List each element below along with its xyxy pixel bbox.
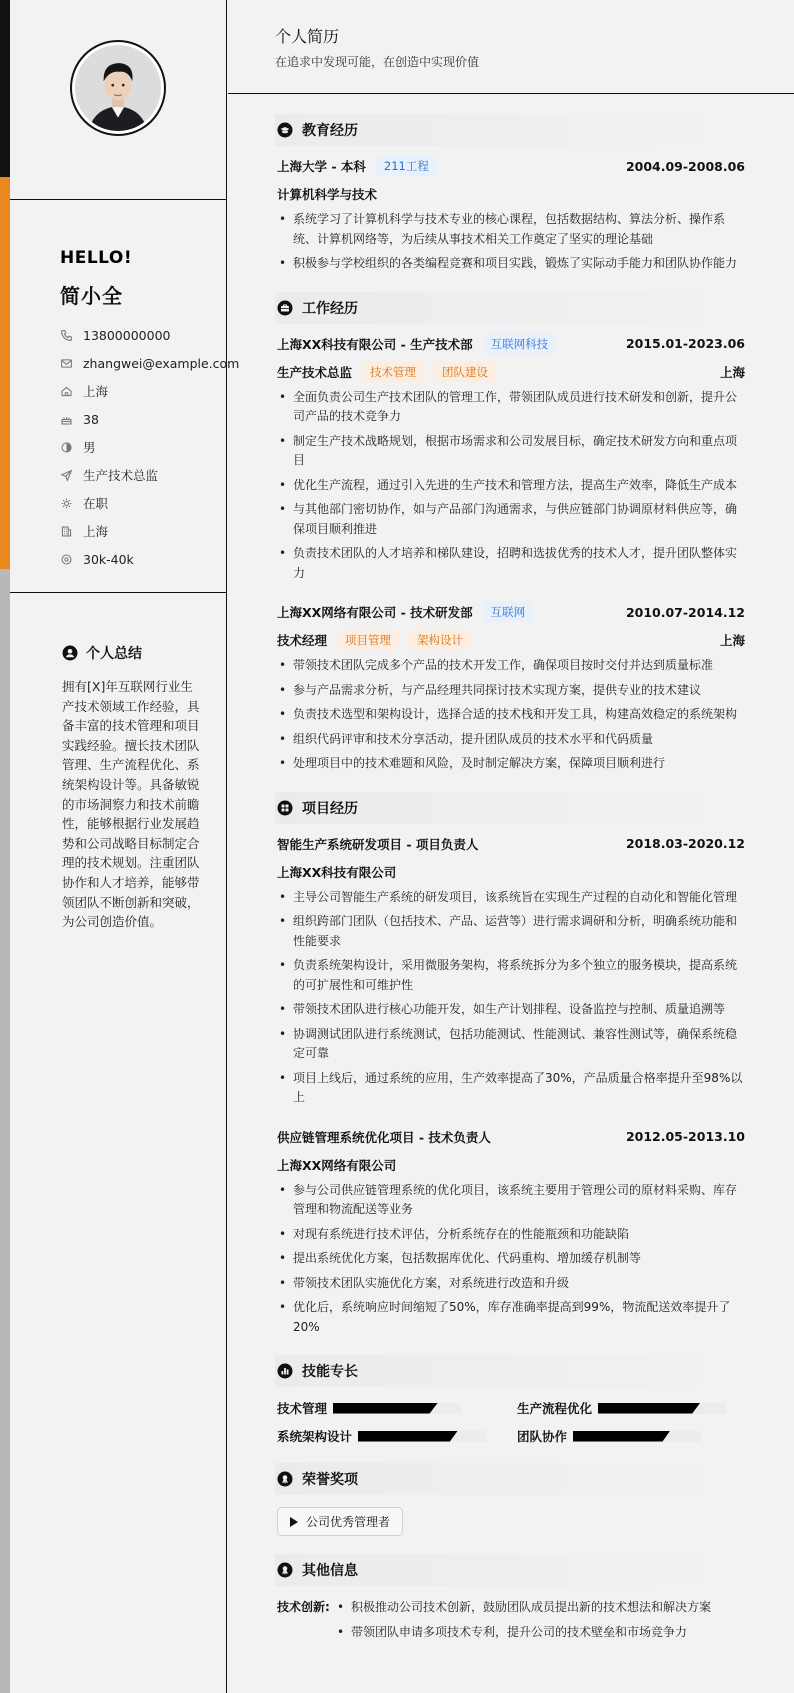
projects-section bbox=[277, 792, 745, 1338]
skill-tag: 项目管理 bbox=[337, 630, 399, 650]
edu-bullets bbox=[277, 210, 745, 274]
section-title: 其他信息 bbox=[302, 1563, 358, 1579]
edu-period: 2004.09-2008.06 bbox=[625, 158, 745, 174]
job-period: 2010.07-2014.12 bbox=[625, 604, 745, 620]
info-status bbox=[60, 489, 226, 517]
project-company: 上海XX科技有限公司 bbox=[277, 864, 397, 880]
skill-tag: 架构设计 bbox=[409, 630, 471, 650]
status-icon bbox=[60, 497, 73, 510]
building-icon bbox=[60, 525, 73, 538]
section-title: 荣誉奖项 bbox=[302, 1472, 358, 1488]
hello-heading: HELLO! bbox=[60, 248, 133, 268]
company-name: 上海XX网络有限公司 - 技术研发部 bbox=[277, 605, 473, 620]
job-position-row bbox=[277, 626, 745, 654]
project-bullets bbox=[277, 888, 745, 1108]
section-title: 工作经历 bbox=[302, 300, 358, 317]
list-item: • 组织跨部门团队（包括技术、产品、运营等）进行需求调研和分析，明确系统功能和性能要求 bbox=[277, 912, 745, 951]
info-text: 30k-40k bbox=[83, 551, 134, 567]
award-label: 公司优秀管理者 bbox=[306, 1515, 391, 1529]
info-text: 38 bbox=[83, 411, 99, 427]
home-icon bbox=[60, 385, 73, 398]
page-title: 个人简历 bbox=[275, 27, 340, 46]
resume-body bbox=[228, 94, 745, 1647]
skills-section bbox=[277, 1355, 745, 1445]
info-text: 上海 bbox=[83, 384, 109, 399]
list-item: • 负责技术团队的人才培养和梯队建设，招聘和选拔优秀的技术人才，提升团队整体实力 bbox=[277, 544, 745, 583]
skill-bar-fill bbox=[333, 1403, 438, 1414]
project-name: 供应链管理系统优化项目 - 技术负责人 bbox=[277, 1129, 491, 1145]
skill-tag: 技术管理 bbox=[362, 362, 424, 382]
graduation-cap-icon bbox=[277, 122, 293, 138]
section-heading bbox=[275, 792, 745, 824]
info-city bbox=[60, 517, 226, 545]
job-header-row bbox=[277, 598, 745, 626]
list-item: • 优化生产流程，通过引入先进的生产技术和管理方法，提高生产效率，降低生产成本 bbox=[277, 476, 745, 496]
list-item: • 负责系统架构设计，采用微服务架构，将系统拆分为多个独立的服务模块，提高系统的可扩展性和可维护性 bbox=[277, 956, 745, 995]
list-item: • 全面负责公司生产技术团队的管理工作，带领团队成员进行技术研发和创新，提升公司产品的技术竞争力 bbox=[277, 388, 745, 427]
sidebar bbox=[10, 0, 240, 1693]
bar-chart-icon bbox=[277, 1363, 293, 1379]
list-item: • 系统学习了计算机科学与技术专业的核心课程，包括数据结构、算法分析、操作系统、计算机网络等，为后续从事技术相关工作奠定了坚实的理论基础 bbox=[277, 210, 745, 249]
list-item: • 负责技术选型和架构设计，选择合适的技术栈和开发工具，构建高效稳定的系统架构 bbox=[277, 705, 745, 725]
other-label: 技术创新: bbox=[277, 1600, 330, 1614]
summary-section bbox=[10, 593, 226, 932]
project-company-row bbox=[277, 1151, 745, 1179]
skill-name: 团队协作 bbox=[517, 1429, 568, 1444]
project-header-row bbox=[277, 830, 745, 858]
skill-tag: 团队建设 bbox=[434, 362, 496, 382]
info-text: 上海 bbox=[83, 524, 109, 539]
project-period: 2012.05-2013.10 bbox=[625, 1129, 745, 1144]
skill-bar-fill bbox=[598, 1403, 700, 1414]
summary-title: 个人总结 bbox=[86, 646, 142, 662]
info-text: 13800000000 bbox=[83, 327, 171, 343]
send-icon bbox=[60, 469, 73, 482]
portrait-image bbox=[75, 45, 161, 131]
play-icon bbox=[290, 1517, 298, 1527]
resume-header bbox=[228, 0, 794, 94]
rail-gray-strip bbox=[0, 569, 10, 1693]
work-section bbox=[277, 292, 745, 774]
main-content bbox=[228, 0, 794, 1665]
list-item: • 组织代码评审和技术分享活动，提升团队成员的技术水平和代码质量 bbox=[277, 730, 745, 750]
school-name: 上海大学 - 本科 bbox=[277, 159, 366, 174]
skill-bar bbox=[333, 1403, 461, 1414]
salary-icon bbox=[60, 553, 73, 566]
job-entry bbox=[277, 598, 745, 774]
job-city: 上海 bbox=[719, 633, 745, 648]
list-item: • 提出系统优化方案，包括数据库优化、代码重构、增加缓存机制等 bbox=[277, 1249, 745, 1269]
job-header-row bbox=[277, 330, 745, 358]
job-city: 上海 bbox=[719, 364, 745, 380]
skill-item bbox=[277, 1399, 517, 1417]
info-text: 生产技术总监 bbox=[83, 468, 159, 483]
project-company-row bbox=[277, 858, 745, 886]
skill-bar-fill bbox=[358, 1431, 458, 1442]
list-item: • 与其他部门密切协作，如与产品部门沟通需求，与供应链部门协调原材料供应等，确保项目顺利推进 bbox=[277, 500, 745, 539]
skill-bar bbox=[573, 1431, 701, 1442]
award-icon bbox=[277, 1562, 293, 1578]
major: 计算机科学与技术 bbox=[277, 187, 378, 202]
other-bullets bbox=[335, 1598, 711, 1647]
project-entry bbox=[277, 1123, 745, 1338]
project-entry bbox=[277, 830, 745, 1108]
list-item: • 带领团队申请多项技术专利，提升公司的技术壁垒和市场竞争力 bbox=[335, 1623, 711, 1643]
awards-section bbox=[277, 1463, 745, 1536]
school-tag: 211工程 bbox=[376, 156, 437, 176]
section-heading bbox=[275, 1355, 745, 1387]
position: 生产技术总监 bbox=[277, 364, 353, 380]
phone-icon bbox=[60, 329, 73, 342]
section-title: 技能专长 bbox=[302, 1364, 358, 1380]
project-name: 智能生产系统研发项目 - 项目负责人 bbox=[277, 836, 479, 852]
list-item: • 主导公司智能生产系统的研发项目，该系统旨在实现生产过程的自动化和智能化管理 bbox=[277, 888, 745, 908]
mail-icon bbox=[60, 357, 73, 370]
basic-info bbox=[10, 200, 240, 593]
list-item: • 项目上线后，通过系统的应用，生产效率提高了30%，产品质量合格率提升至98%以上 bbox=[277, 1069, 745, 1108]
skill-bar bbox=[598, 1403, 726, 1414]
list-item: • 对现有系统进行技术评估，分析系统存在的性能瓶颈和功能缺陷 bbox=[277, 1225, 745, 1245]
job-position-row bbox=[277, 358, 745, 386]
skill-item bbox=[517, 1427, 757, 1445]
info-position bbox=[60, 461, 226, 489]
project-company: 上海XX网络有限公司 bbox=[277, 1157, 397, 1173]
company-name: 上海XX科技有限公司 - 生产技术部 bbox=[277, 336, 473, 352]
list-item: • 带领技术团队进行核心功能开发，如生产计划排程、设备监控与控制、质量追溯等 bbox=[277, 1000, 745, 1020]
skill-name: 生产流程优化 bbox=[517, 1401, 593, 1416]
person-name: 简小全 bbox=[60, 284, 123, 308]
info-text: zhangwei@example.com bbox=[83, 355, 240, 371]
list-item: • 带领技术团队实施优化方案，对系统进行改造和升级 bbox=[277, 1274, 745, 1294]
industry-tag: 互联网科技 bbox=[483, 334, 557, 354]
rail-black-strip bbox=[0, 0, 10, 177]
age-icon bbox=[60, 413, 73, 426]
skill-name: 系统架构设计 bbox=[277, 1429, 353, 1444]
project-bullets bbox=[277, 1181, 745, 1338]
info-text: 男 bbox=[83, 440, 96, 455]
info-gender bbox=[60, 433, 226, 461]
info-salary bbox=[60, 545, 226, 573]
section-title: 项目经历 bbox=[302, 800, 358, 817]
info-text: 在职 bbox=[83, 496, 109, 511]
list-item: • 制定生产技术战略规划，根据市场需求和公司发展目标，确定技术研发方向和重点项目 bbox=[277, 432, 745, 471]
job-bullets bbox=[277, 388, 745, 584]
user-icon bbox=[62, 645, 78, 661]
list-item: • 积极参与学校组织的各类编程竞赛和项目实践，锻炼了实际动手能力和团队协作能力 bbox=[277, 254, 745, 274]
rail-orange-strip bbox=[0, 177, 10, 569]
section-title: 教育经历 bbox=[302, 123, 358, 139]
job-bullets bbox=[277, 656, 745, 774]
page-subtitle: 在追求中发现可能，在创造中实现价值 bbox=[275, 55, 480, 69]
info-phone bbox=[60, 321, 226, 349]
list-item: • 带领技术团队完成多个产品的技术开发工作，确保项目按时交付并达到质量标准 bbox=[277, 656, 745, 676]
info-email bbox=[60, 349, 240, 377]
section-heading bbox=[275, 1554, 745, 1586]
list-item: • 积极推动公司技术创新，鼓励团队成员提出新的技术想法和解决方案 bbox=[335, 1598, 711, 1618]
skill-item bbox=[277, 1427, 517, 1445]
award-badge bbox=[277, 1507, 403, 1536]
other-section bbox=[277, 1554, 745, 1647]
avatar bbox=[70, 40, 166, 136]
info-list bbox=[60, 321, 240, 573]
position: 技术经理 bbox=[277, 633, 328, 648]
skills-grid bbox=[277, 1387, 745, 1445]
section-heading bbox=[275, 114, 745, 146]
job-entry bbox=[277, 330, 745, 584]
award-icon bbox=[277, 1471, 293, 1487]
grid-icon bbox=[277, 800, 293, 816]
edu-major-row bbox=[277, 180, 745, 208]
skill-bar bbox=[358, 1431, 486, 1442]
list-item: • 处理项目中的技术难题和风险，及时制定解决方案，保障项目顺利进行 bbox=[277, 754, 745, 774]
skill-item bbox=[517, 1399, 757, 1417]
summary-text: 拥有[X]年互联网行业生产技术领域工作经验，具备丰富的技术管理和项目实践经验。擅长技术团队管理、生产流程优化、系统架构设计等。具备敏锐的市场洞察力和技术前瞻性，能够根据行业发展趋势和公司战略目标制定合理的技术规划。注重团队协作和人才培养，能够带领团队不断创新和突破，为公司创造价值。 bbox=[62, 679, 200, 930]
list-item: • 参与公司供应链管理系统的优化项目，该系统主要用于管理公司的原材料采购、库存管理和物流配送等业务 bbox=[277, 1181, 745, 1220]
gender-icon bbox=[60, 441, 73, 454]
education-section bbox=[277, 114, 745, 274]
info-location bbox=[60, 377, 226, 405]
job-period: 2015.01-2023.06 bbox=[625, 336, 745, 351]
section-heading bbox=[275, 292, 745, 324]
edu-header-row bbox=[277, 152, 745, 180]
list-item: • 参与产品需求分析，与产品经理共同探讨技术实现方案，提供专业的技术建议 bbox=[277, 681, 745, 701]
photo-section bbox=[10, 0, 226, 200]
project-period: 2018.03-2020.12 bbox=[625, 836, 745, 851]
skill-name: 技术管理 bbox=[277, 1401, 328, 1416]
skill-bar-fill bbox=[573, 1431, 670, 1442]
list-item: • 协调测试团队进行系统测试，包括功能测试、性能测试、兼容性测试等，确保系统稳定可靠 bbox=[277, 1025, 745, 1064]
summary-heading bbox=[62, 643, 226, 663]
section-heading bbox=[275, 1463, 745, 1495]
list-item: • 优化后，系统响应时间缩短了50%，库存准确率提高到99%，物流配送效率提升了20% bbox=[277, 1298, 745, 1337]
info-age bbox=[60, 405, 226, 433]
industry-tag: 互联网 bbox=[483, 602, 534, 622]
briefcase-icon bbox=[277, 300, 293, 316]
project-header-row bbox=[277, 1123, 745, 1151]
other-info-row bbox=[277, 1586, 745, 1647]
